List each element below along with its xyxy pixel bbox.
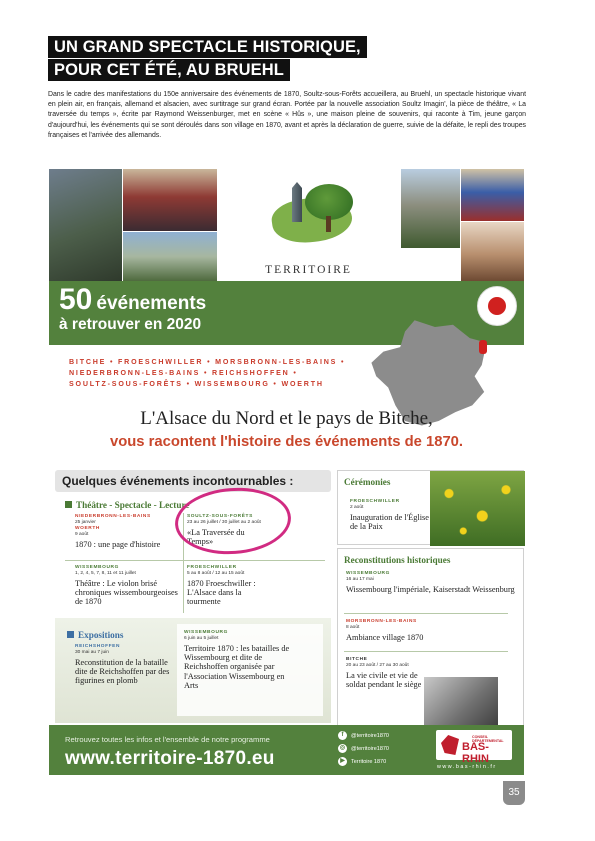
slogan-line-2: vous racontent l'histoire des événements de 1870. — [109, 434, 464, 450]
event-title: «La Traversée du Temps» — [187, 528, 245, 547]
intro-paragraph: Dans le cadre des manifestations du 150e anniversaire des événements de 1870, Soultz-sous-Forêts accueillera, au Bruehl, un spectacle historique vivant en plein air, en français, allemand et alsacien, avec surtitrage sur grand écran. Portée par la nouvelle association Soultz Imagin', la pièce de théâtre, « La traversée du temps », écrite par Raymond Weissenburger, met en scène « Hûs », une maison pleine de souvenirs, qui raconte à Tim, jeune garçon d'aujourd'hui, les événements qui se sont déroulés dans son village en 1870, avant et après la déclaration de guerre, suivie de la défaite, le repli des troupes françaises et l'arrivée des allemands. — [48, 91, 526, 139]
photo-figurines — [461, 222, 524, 281]
divider — [65, 560, 325, 561]
event-title: Théâtre : Le violon brisé chroniques wissembourgeoises de 1870 — [75, 579, 178, 607]
photo-soldiers — [461, 169, 524, 221]
expositions-icon — [67, 631, 74, 638]
instagram-handle: @territoire1870 — [351, 745, 389, 752]
event-title: Inauguration de l'Église de la Paix — [350, 513, 429, 532]
photo-landscape — [123, 232, 217, 281]
logo-territoire: TERRITOIRE — [265, 264, 352, 276]
logo-tree-icon — [305, 184, 353, 220]
theatre-icon — [65, 501, 72, 508]
event-town: MORSBRONN-LES-BAINS — [346, 619, 417, 624]
event-date: 23 au 26 juillet / 30 juillet au 2 août — [187, 520, 261, 525]
event-date: 2 août — [350, 505, 364, 510]
ceremonies-panel — [337, 470, 524, 545]
right-panel — [337, 470, 524, 722]
divider — [344, 613, 508, 614]
bas-rhin-small-text: CONSEIL DÉPARTEMENTAL — [472, 735, 504, 743]
headline-line-1: UN GRAND SPECTACLE HISTORIQUE, — [48, 36, 367, 58]
reconstitutions-section-title: Reconstitutions historiques — [344, 555, 451, 565]
highlight-circle — [173, 484, 293, 558]
article-headline — [48, 36, 367, 81]
bas-rhin-map-icon — [441, 735, 459, 755]
event-title: 1870 Froeschwiller : L'Alsace dans la tourmente — [187, 579, 256, 607]
event-item — [346, 657, 426, 689]
expositions-title-text: Expositions — [78, 630, 124, 640]
flowers-photo — [430, 471, 525, 546]
event-title: Reconstitution de la bataille dite de Reichshoffen par des figurines en plomb — [75, 658, 170, 686]
footer-info: Retrouvez toutes les infos et l'ensemble de notre programme — [65, 735, 270, 744]
badge-target-icon — [488, 297, 506, 315]
event-item — [346, 571, 516, 594]
event-town: WOERTH — [75, 526, 100, 531]
divider — [344, 651, 508, 652]
event-town: SOULTZ-SOUS-FORÊTS — [187, 514, 253, 519]
ruins-photo — [424, 677, 498, 729]
youtube-icon: ▶ — [338, 757, 347, 766]
event-town: WISSEMBOURG — [346, 571, 390, 576]
event-town: FROESCHWILLER — [187, 565, 237, 570]
badge-icon — [477, 286, 517, 326]
event-town: FROESCHWILLER — [350, 499, 400, 504]
event-title: 1870 : une page d'histoire — [75, 540, 161, 549]
event-item — [75, 644, 175, 686]
social-youtube[interactable] — [338, 757, 386, 766]
event-date: 1, 2, 4, 5, 7, 8, 11 et 11 juillet — [75, 571, 136, 576]
photo-castle — [401, 169, 460, 248]
expositions-section-title — [67, 630, 123, 640]
event-date: 8 août — [346, 625, 360, 630]
theatre-section-title — [65, 500, 189, 510]
event-title: Ambiance village 1870 — [346, 633, 424, 642]
social-instagram[interactable] — [338, 744, 389, 753]
event-item — [184, 630, 320, 690]
event-town: WISSEMBOURG — [184, 630, 228, 635]
reconstitutions-panel — [337, 548, 524, 736]
event-date: 20 au 23 août / 27 au 30 août — [346, 663, 409, 668]
event-date: 5 au 8 août / 12 au 15 août — [187, 571, 245, 576]
photo-monument — [49, 169, 122, 281]
event-town: NIEDERBRONN-LES-BAINS — [75, 514, 151, 519]
event-date: 16 au 17 mai — [346, 577, 374, 582]
event-town: REICHSHOFFEN — [75, 644, 121, 649]
bas-rhin-web[interactable]: www.bas-rhin.fr — [437, 764, 497, 770]
social-facebook[interactable] — [338, 731, 389, 740]
event-town: WISSEMBOURG — [75, 565, 119, 570]
slogan-line-1: L'Alsace du Nord et le pays de Bitche, — [140, 408, 433, 429]
band-word: événements — [96, 293, 207, 314]
photo-costumes — [123, 169, 217, 231]
event-item — [346, 619, 516, 642]
event-item — [75, 565, 179, 607]
band-headline — [59, 285, 206, 334]
page-number: 35 — [503, 781, 525, 805]
headline-line-2: POUR CET ÉTÉ, AU BRUEHL — [48, 59, 290, 81]
event-town: BITCHE — [346, 657, 368, 662]
event-date: 6 juin au 5 juillet — [184, 636, 219, 641]
event-item — [75, 514, 179, 549]
bas-rhin-logo — [436, 730, 512, 765]
logo-tree-trunk — [326, 216, 331, 232]
theatre-title-text: Théâtre - Spectacle - Lecture — [76, 500, 190, 510]
event-title: Wissembourg l'impériale, Kaiserstadt Weissenburg — [346, 585, 515, 594]
band-line2: à retrouver en 2020 — [59, 316, 202, 333]
instagram-icon: ◎ — [339, 745, 346, 751]
towns-line-1: BITCHE • FROESCHWILLER • MORSBRONN-LES-BAINS • — [69, 358, 346, 366]
band-number: 50 — [59, 283, 93, 316]
towns-line-3: SOULTZ-SOUS-FORÊTS • WISSEMBOURG • WOERTH — [69, 380, 324, 389]
facebook-icon: f — [338, 731, 347, 740]
alsace-marker-icon — [479, 340, 487, 354]
youtube-handle: Territoire 1870 — [351, 758, 387, 765]
event-poster — [47, 168, 526, 777]
incontournables-heading: Quelques événements incontournables : — [55, 470, 331, 492]
ceremonies-section-title: Cérémonies — [344, 477, 391, 487]
event-item — [350, 499, 430, 531]
towns-line-2: NIEDERBRONN-LES-BAINS • REICHSHOFFEN • — [69, 369, 298, 378]
event-date: 25 janvier — [75, 520, 96, 525]
event-date: 30 mai au 7 juin — [75, 650, 109, 655]
logo-obelisk-icon — [292, 182, 302, 222]
event-item — [187, 565, 287, 607]
footer-url[interactable]: www.territoire-1870.eu — [65, 748, 275, 769]
event-title: Territoire 1870 : les batailles de Wissembourg et dite de Reichshoffen organisée par l'Association Wissembourg en Arts — [184, 644, 290, 690]
event-date: 9 août — [75, 532, 89, 537]
facebook-handle: @territoire1870 — [351, 732, 389, 739]
towns-list — [69, 357, 369, 391]
bas-rhin-brand: BAS-RHIN — [462, 741, 489, 765]
event-title: La vie civile et vie de soldat pendant le siège — [346, 671, 422, 690]
